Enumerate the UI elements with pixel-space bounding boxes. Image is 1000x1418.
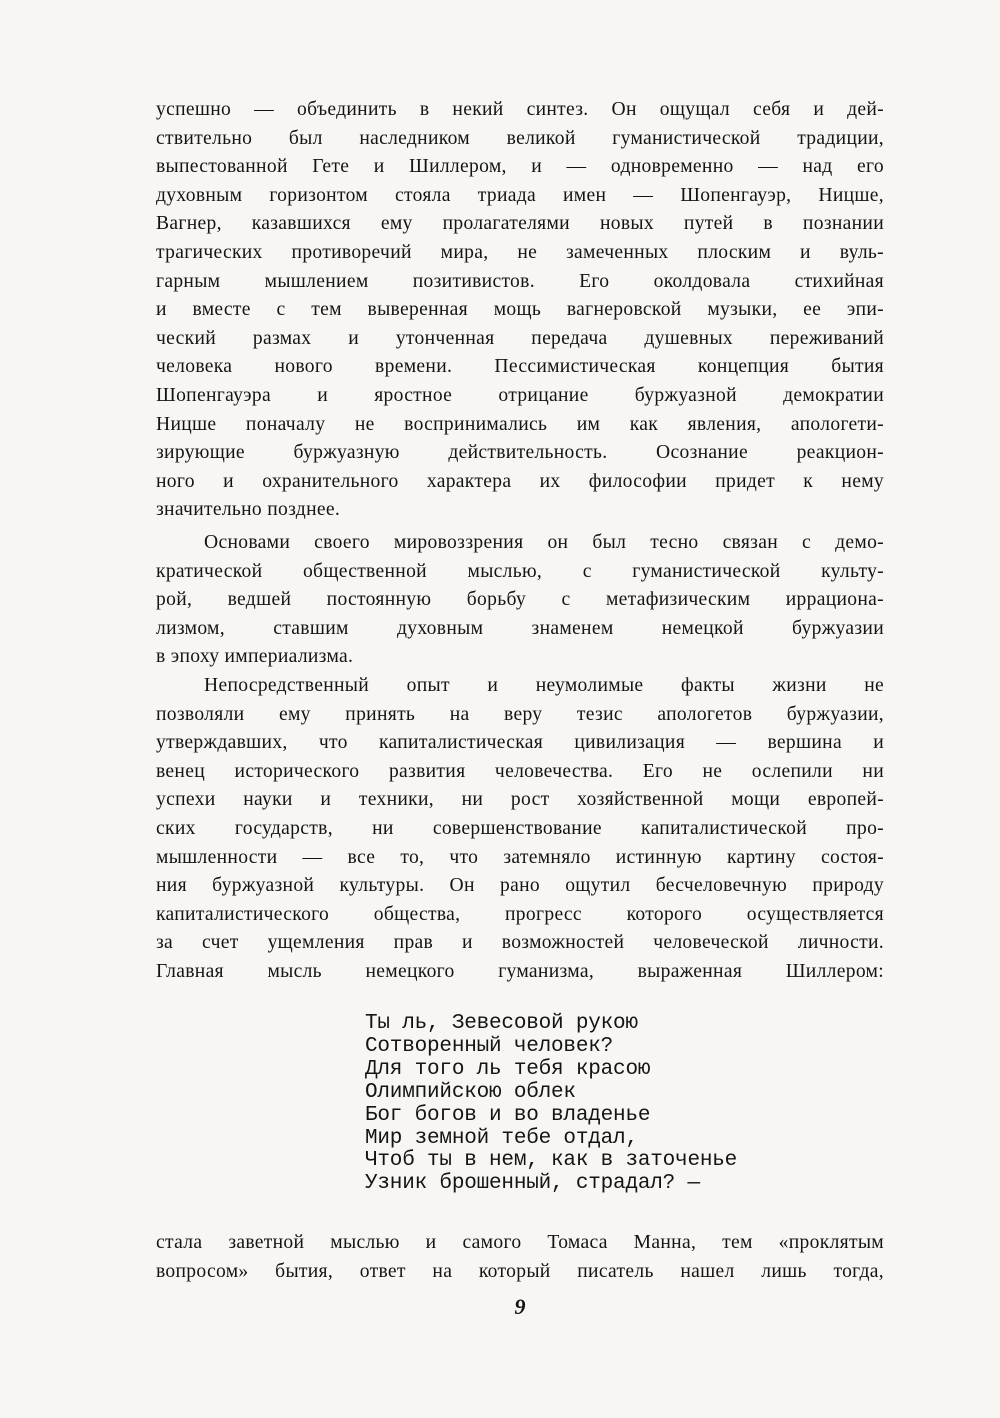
text-line: лизмом, ставшим духовным знаменем немецкой буржуазии xyxy=(156,617,884,639)
verse-line: Узник брошенный, страдал? — xyxy=(365,1172,700,1196)
text-line: человека нового времени. Пессимистическая концепция бытия xyxy=(156,356,884,378)
verse-line: Бог богов и во владенье xyxy=(365,1103,651,1127)
page-number: 9 xyxy=(514,1294,526,1319)
paragraph-2 xyxy=(156,529,884,672)
text-line: ного и охранительного характера их философии придет к нему xyxy=(156,470,884,492)
text-line: утверждавших, что капиталистическая цивилизация — вершина и xyxy=(156,732,884,754)
text-line: трагических противоречий мира, не замеченных плоским и вуль- xyxy=(156,241,884,263)
book-page xyxy=(156,96,884,1336)
text-line: стала заветной мыслью и самого Томаса Манна, тем «проклятым xyxy=(156,1232,884,1253)
text-line: Шопенгауэра и яростное отрицание буржуазной демократии xyxy=(156,384,884,406)
text-line: мышленности — все то, что затемняло истинную картину состоя- xyxy=(156,846,884,868)
text-line: ния буржуазной культуры. Он рано ощутил бесчеловечную природу xyxy=(156,875,884,897)
text-line: кратической общественной мыслью, с гуманистической культу- xyxy=(156,560,884,582)
verse-line: Чтоб ты в нем, как в заточенье xyxy=(365,1149,738,1173)
text-line: за счет ущемления прав и возможностей человеческой личности. xyxy=(156,932,884,954)
text-line: в эпоху империализма. xyxy=(156,646,354,668)
paragraph-after-verse xyxy=(156,1229,884,1286)
verse-line: Для того ль тебя красою xyxy=(365,1057,651,1081)
verse-line: Ты ль, Зевесовой рукою xyxy=(365,1012,638,1035)
text-line: и вместе с тем выверенная мощь вагнеровской музыки, ее эпи- xyxy=(156,299,884,321)
text-line: духовным горизонтом стояла триада имен — Шопенгауэр, Ницше, xyxy=(156,184,884,206)
text-line: Вагнер, казавшихся ему пролагателями новых путей в познании xyxy=(156,213,884,235)
text-line: вопросом» бытия, ответ на который писатель нашел лишь тогда, xyxy=(156,1260,884,1282)
text-line: гарным мышлением позитивистов. Его околдовала стихийная xyxy=(156,270,884,292)
text-line: зирующие буржуазную действительность. Осознание реакцион- xyxy=(156,442,884,464)
schiller-verse xyxy=(365,1013,737,1196)
text-line: позволяли ему принять на веру тезис апологетов буржуазии, xyxy=(156,703,884,725)
verse-line: Сотворенный человек? xyxy=(365,1034,614,1058)
text-line: Основами своего мировоззрения он был тесно связан с демо- xyxy=(204,532,884,553)
text-line: Главная мысль немецкого гуманизма, выраженная Шиллером: xyxy=(156,960,884,982)
text-line: капиталистического общества, прогресс которого осуществляется xyxy=(156,903,884,925)
text-line: Ницше поначалу не воспринимались им как явления, апологети- xyxy=(156,413,884,435)
text-line: Непосредственный опыт и неумолимые факты жизни не xyxy=(204,675,884,696)
verse-line: Мир земной тебе отдал, xyxy=(365,1126,638,1150)
text-line: успехи науки и техники, ни рост хозяйственной мощи европей- xyxy=(156,789,884,811)
text-line: ствительно был наследником великой гуманистической традиции, xyxy=(156,127,884,149)
text-line: рой, ведшей постоянную борьбу с метафизическим иррациона- xyxy=(156,589,884,611)
paragraph-3 xyxy=(156,672,884,987)
verse-line: Олимпийскою облек xyxy=(365,1080,576,1104)
text-line: ских государств, ни совершенствование капиталистической про- xyxy=(156,817,884,839)
text-line: венец исторического развития человечества. Его не ослепили ни xyxy=(156,760,884,782)
paragraph-1 xyxy=(156,96,884,525)
text-line: выпестованной Гете и Шиллером, и — одновременно — над его xyxy=(156,156,884,178)
text-line: ческий размах и утонченная передача душевных переживаний xyxy=(156,327,884,349)
text-line: успешно — объединить в некий синтез. Он ощущал себя и дей- xyxy=(156,99,884,120)
text-line: значительно позднее. xyxy=(156,499,341,521)
